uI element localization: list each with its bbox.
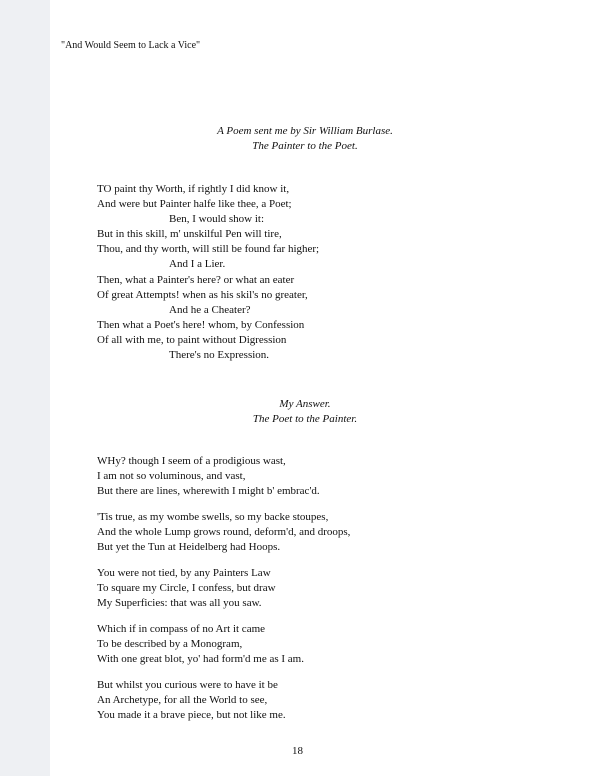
poem-line: With one great blot, yo' had form'd me as I am. — [97, 653, 304, 666]
poem-line: But whilst you curious were to have it be — [97, 679, 278, 691]
poem-stanza — [97, 454, 320, 499]
poem-line: You made it a brave piece, but not like me. — [97, 709, 286, 722]
poem-line: And I a Lier. — [169, 258, 226, 271]
poem-stanza — [97, 566, 276, 611]
poem-stanza — [97, 622, 304, 667]
poem-line: WHy? though I seem of a prodigious wast, — [97, 455, 286, 467]
poem-line: You were not tied, by any Painters Law — [97, 567, 271, 579]
poem-line: 'Tis true, as my wombe swells, so my backe stoupes, — [97, 511, 329, 523]
poem-line: Then, what a Painter's here? or what an eater — [97, 273, 295, 286]
poem-heading — [50, 397, 560, 427]
poem-line: An Archetype, for all the World to see, — [97, 694, 268, 707]
document-page — [50, 0, 600, 776]
poem-stanza — [97, 182, 319, 363]
poem-title: My Answer. — [279, 398, 331, 410]
poem-line: And were but Painter halfe like thee, a Poet; — [97, 198, 292, 211]
poem-line: But there are lines, wherewith I might b' embrac'd. — [97, 485, 320, 498]
poem-title: A Poem sent me by Sir William Burlase. — [217, 125, 393, 137]
poem-line: Which if in compass of no Art it came — [97, 623, 266, 635]
poem-heading — [50, 124, 560, 154]
poem-line: To square my Circle, I confess, but draw — [97, 582, 276, 595]
poem-line: Then what a Poet's here! whom, by Confession — [97, 318, 305, 331]
poem-line: And he a Cheater? — [169, 303, 251, 316]
poem-line: But in this skill, m' unskilful Pen will tire, — [97, 228, 282, 241]
running-head: "And Would Seem to Lack a Vice" — [61, 40, 201, 51]
poem-line: There's no Expression. — [169, 349, 270, 362]
page-number: 18 — [292, 745, 303, 757]
poem-subtitle: The Poet to the Painter. — [252, 413, 358, 425]
poem-stanza — [97, 510, 350, 555]
poem-line: But yet the Tun at Heidelberg had Hoops. — [97, 541, 281, 554]
poem-line: And the whole Lump grows round, deform'd, and droops, — [97, 526, 351, 539]
poem-line: Ben, I would show it: — [169, 213, 265, 226]
poem-line: Of great Attempts! when as his skil's no greater, — [97, 288, 308, 301]
poem-line: Of all with me, to paint without Digression — [97, 333, 287, 346]
poem-line: Thou, and thy worth, will still be found far higher; — [97, 243, 320, 256]
poem-line: My Superficies: that was all you saw. — [97, 597, 262, 610]
poem-line: I am not so voluminous, and vast, — [97, 470, 246, 483]
poem-subtitle: The Painter to the Poet. — [252, 140, 358, 152]
poem-line: TO paint thy Worth, if rightly I did know it, — [97, 183, 290, 195]
poem-stanza — [97, 678, 286, 723]
poem-line: To be described by a Monogram, — [97, 638, 243, 651]
